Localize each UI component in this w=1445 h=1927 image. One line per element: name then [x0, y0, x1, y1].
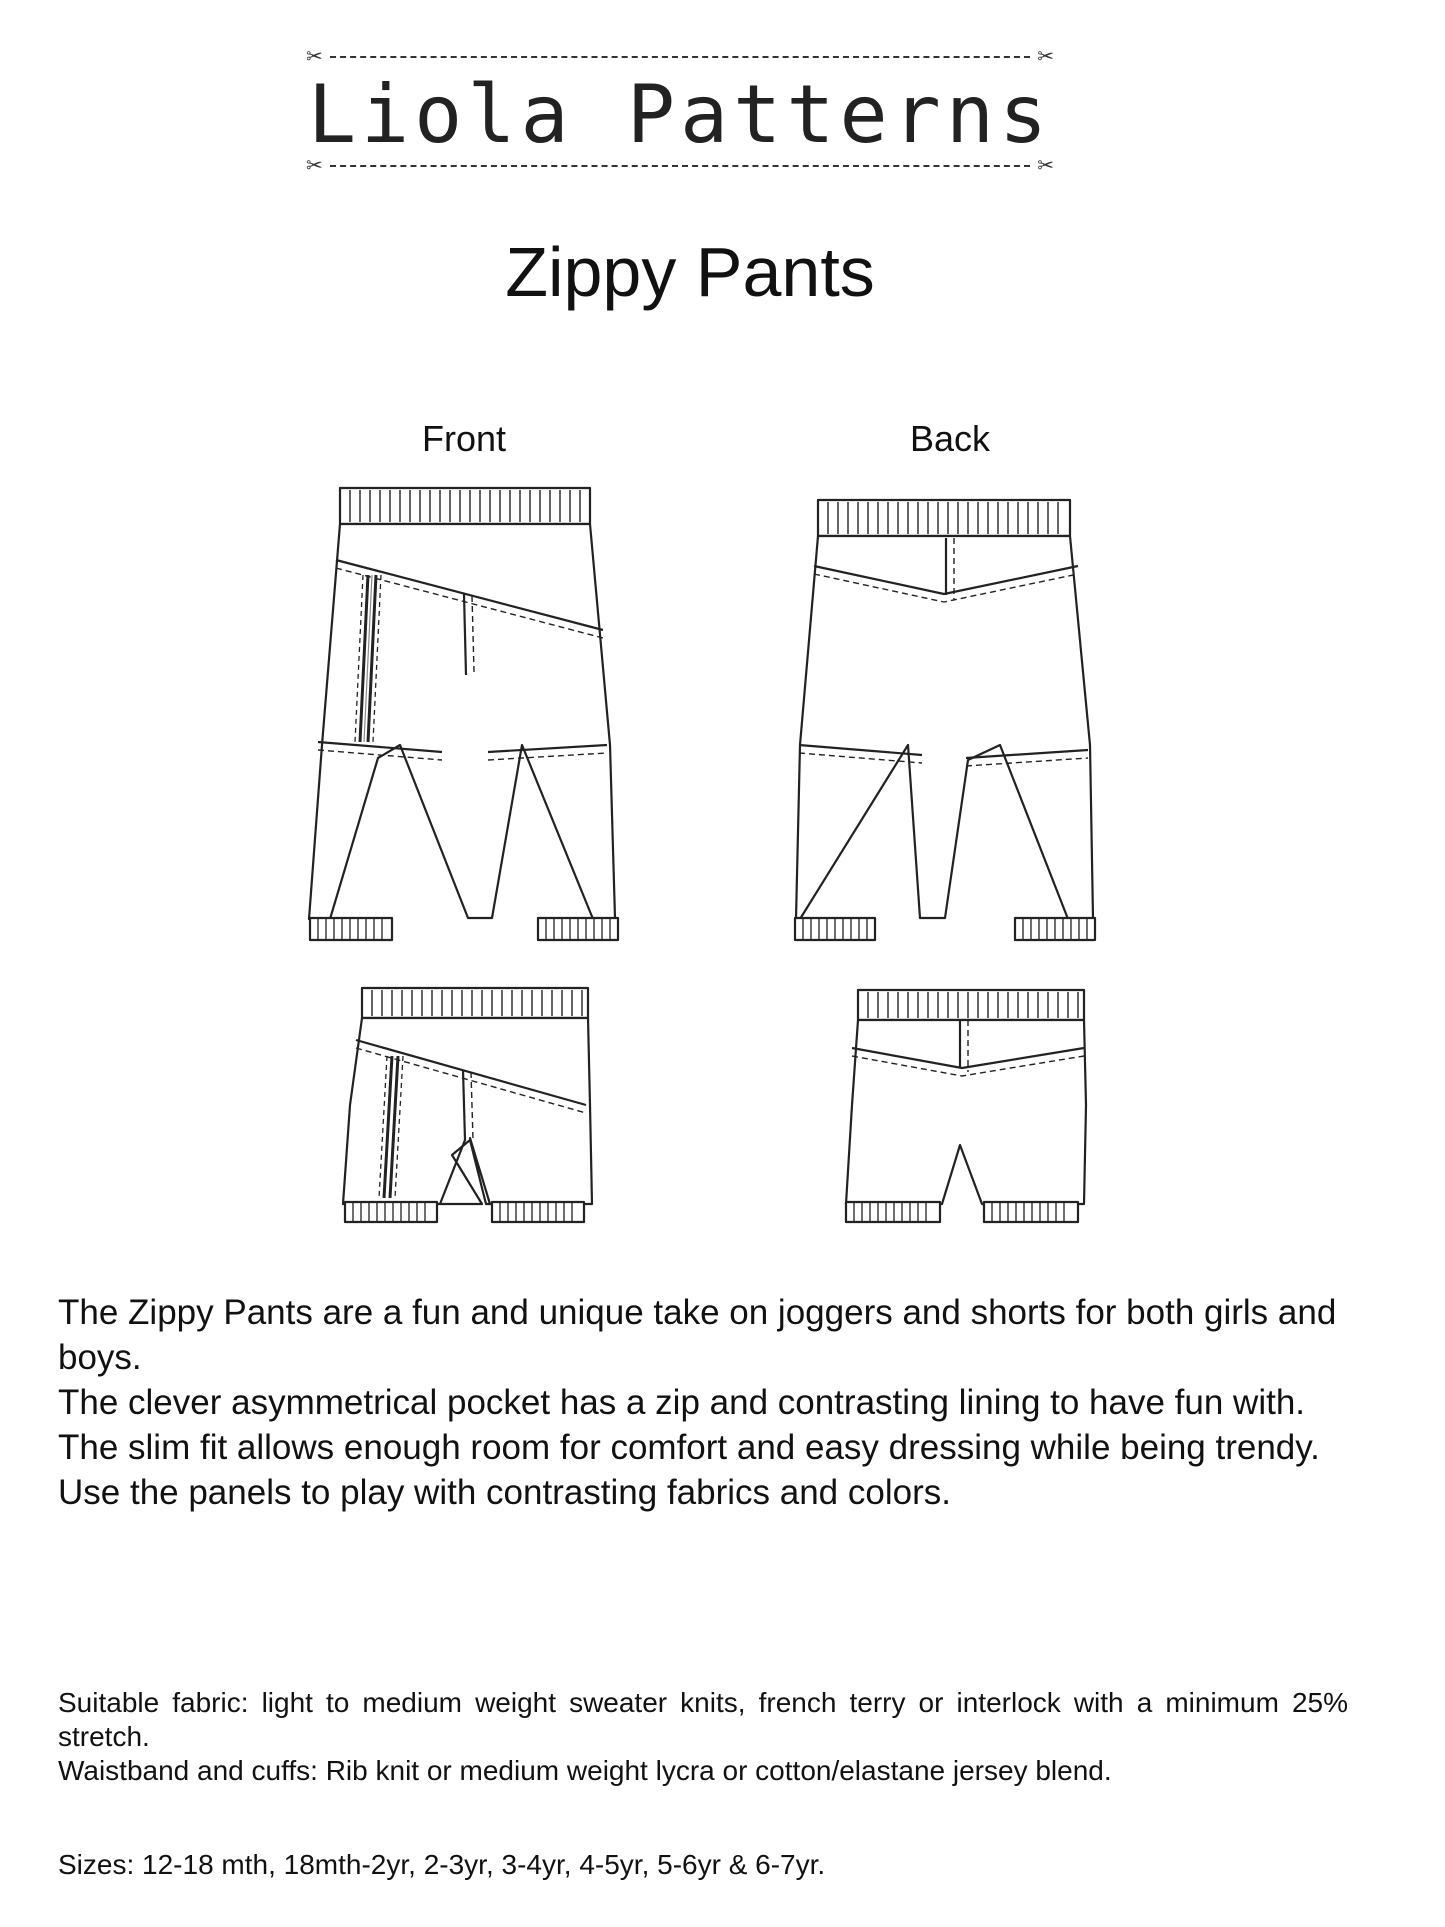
scissors-icon: ✂: [1037, 44, 1054, 68]
description-paragraph: Use the panels to play with contrasting fabrics and colors.: [58, 1473, 951, 1512]
scissors-icon: ✂: [306, 153, 323, 177]
waistband-fabric-text: Waistband and cuffs: Rib knit or medium weight lycra or cotton/elastane jersey blend.: [58, 1755, 1112, 1786]
front-shorts-drawing: [343, 988, 592, 1222]
description-paragraph: The clever asymmetrical pocket has a zip and contrasting lining to have fun with.: [58, 1383, 1306, 1422]
brand-name: Liola Patterns: [307, 68, 1053, 161]
front-pants-waistband: [340, 488, 590, 524]
front-shorts-waistband: [362, 988, 588, 1018]
back-pants-drawing: [795, 500, 1095, 940]
front-label: Front: [422, 418, 507, 459]
description-paragraph: The slim fit allows enough room for comfort and easy dressing while being trendy.: [58, 1428, 1320, 1467]
page-title: Zippy Pants: [505, 233, 875, 311]
front-shorts-left-cuff: [345, 1202, 437, 1222]
front-pants-drawing: [309, 488, 618, 940]
back-label: Back: [910, 418, 991, 459]
front-pants-left-cuff: [310, 918, 392, 940]
back-pants-waistband: [818, 500, 1070, 536]
description: [58, 1290, 1348, 1515]
scissors-icon: ✂: [1037, 153, 1054, 177]
suitable-fabric-text: Suitable fabric: light to medium weight sweater knits, french terry or interlock with a minimum 25% stretch.: [58, 1687, 1348, 1752]
back-shorts-drawing: [846, 990, 1086, 1222]
front-pants-body: [309, 524, 615, 919]
sizes-text: Sizes: 12-18 mth, 18mth-2yr, 2-3yr, 3-4yr, 4-5yr, 5-6yr & 6-7yr.: [58, 1849, 826, 1880]
back-shorts-waistband: [858, 990, 1084, 1020]
back-shorts-body: [846, 1020, 1086, 1204]
scissors-icon: ✂: [306, 44, 323, 68]
front-shorts-right-cuff: [492, 1202, 584, 1222]
fabric-notes: [58, 1686, 1348, 1788]
description-paragraph: The Zippy Pants are a fun and unique take on joggers and shorts for both girls and boys.: [58, 1293, 1337, 1377]
